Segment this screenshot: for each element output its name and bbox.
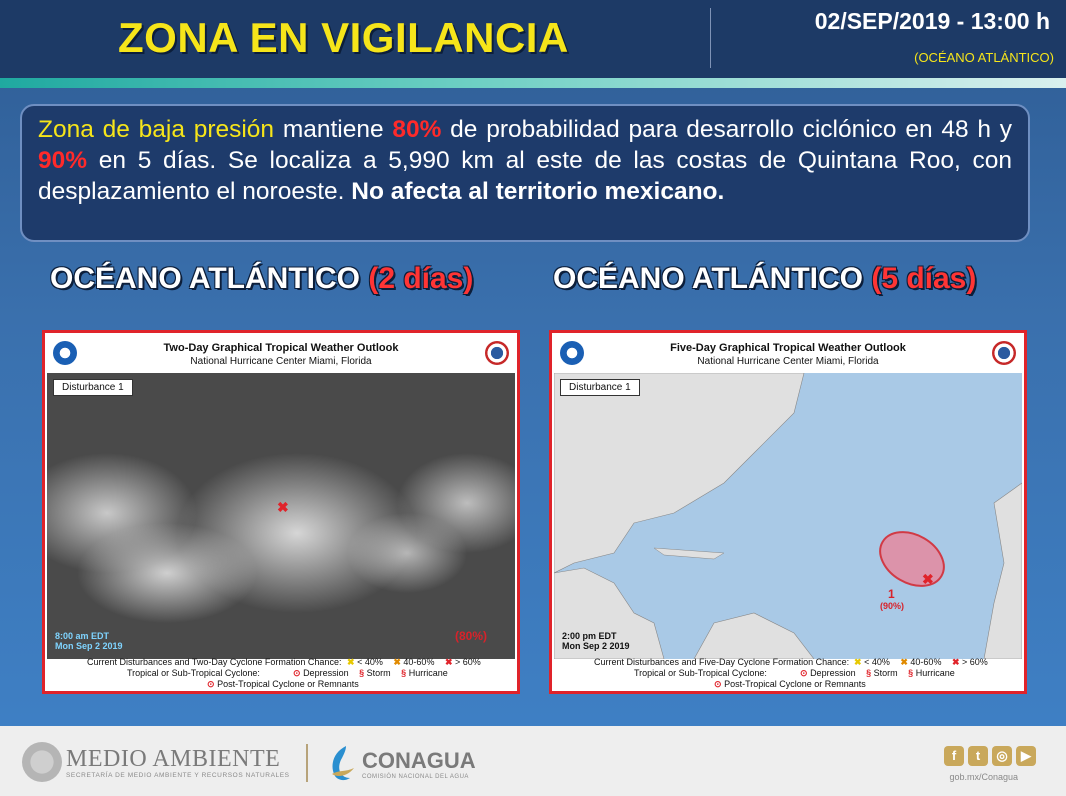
two-day-outlook-panel[interactable] — [42, 330, 520, 694]
legend-chance-chips — [347, 657, 489, 668]
depression-icon: ⊙ — [800, 668, 808, 678]
high-chance-icon: ✖ — [951, 657, 960, 667]
legend-line — [207, 679, 359, 690]
panel-header — [45, 333, 517, 373]
nws-logo-icon — [485, 341, 509, 365]
facebook-icon[interactable]: f — [944, 746, 964, 766]
nws-logo-icon — [992, 341, 1016, 365]
footer-divider — [306, 744, 308, 782]
area-id: 1 — [888, 587, 895, 601]
high-chance-icon: ✖ — [444, 657, 453, 667]
legend-line: Tropical or Sub-Tropical Cyclone: — [634, 668, 767, 678]
info-pct-5d: 90% — [38, 147, 88, 174]
geographic-map — [554, 373, 1022, 659]
map-date: Mon Sep 2 2019 — [55, 641, 123, 651]
header-bar — [0, 0, 1066, 78]
header-stripe — [0, 78, 1066, 88]
legend-line — [714, 679, 866, 690]
panel-subtitle: National Hurricane Center Miami, Florida — [697, 356, 879, 367]
map-legend — [554, 655, 1022, 689]
legend-line: Tropical or Sub-Tropical Cyclone: — [127, 668, 260, 678]
map-time: 2:00 pm EDT — [562, 631, 617, 641]
header-divider — [710, 8, 711, 68]
legend-line: Current Disturbances and Five-Day Cyclone Formation Chance: — [594, 657, 850, 667]
info-text — [38, 114, 1012, 207]
mid-chance-icon: ✖ — [393, 657, 401, 667]
header-location: (OCÉANO ATLÁNTICO) — [914, 50, 1054, 65]
legend-mid: 40-60% — [910, 657, 942, 667]
legend-low: < 40% — [357, 657, 383, 667]
panel-title: Five-Day Graphical Tropical Weather Outlook — [670, 342, 906, 354]
legend-high: > 60% — [455, 657, 481, 667]
youtube-icon[interactable]: ▶ — [1016, 746, 1036, 766]
legend-hurricane: Hurricane — [408, 668, 448, 678]
agency-medio-ambiente-sub: SECRETARÍA DE MEDIO AMBIENTE Y RECURSOS NATURALES — [66, 772, 290, 779]
panel-header — [552, 333, 1024, 373]
disturbance-pct: (80%) — [455, 629, 488, 643]
legend-storm: Storm — [366, 668, 391, 678]
agency-conagua-sub: COMISIÓN NACIONAL DEL AGUA — [362, 774, 469, 780]
info-text-part: mantiene — [274, 116, 393, 143]
info-highlight: Zona de baja presión — [38, 116, 275, 143]
legend-post-tropical: Post-Tropical Cyclone or Remnants — [217, 679, 359, 689]
left-section-name: OCÉANO ATLÁNTICO — [50, 262, 360, 295]
noaa-logo-icon — [560, 341, 584, 365]
legend-depression: Depression — [303, 668, 349, 678]
disturbance-x-icon: ✖ — [277, 499, 289, 515]
post-tropical-icon: ⊙ — [207, 679, 215, 689]
legend-hurricane: Hurricane — [915, 668, 955, 678]
panel-title: Two-Day Graphical Tropical Weather Outlook — [163, 342, 399, 354]
area-pct: (90%) — [880, 601, 905, 611]
noaa-logo-icon — [53, 341, 77, 365]
storm-icon: § — [359, 668, 365, 678]
disturbance-label: Disturbance 1 — [560, 379, 640, 396]
depression-icon: ⊙ — [293, 668, 301, 678]
disturbance-label: Disturbance 1 — [53, 379, 133, 396]
satellite-map — [47, 373, 515, 659]
map-legend — [47, 655, 515, 689]
disturbance-x-icon: ✖ — [922, 571, 934, 587]
storm-icon: § — [866, 668, 872, 678]
legend-mid: 40-60% — [403, 657, 435, 667]
legend-high: > 60% — [962, 657, 988, 667]
instagram-icon[interactable]: ◎ — [992, 746, 1012, 766]
map-time: 8:00 am EDT — [55, 631, 110, 641]
legend-chance-chips — [854, 657, 996, 668]
header-datetime: 02/SEP/2019 - 13:00 h — [814, 8, 1050, 34]
map-timestamp — [562, 631, 630, 651]
legend-line: Current Disturbances and Two-Day Cyclone Formation Chance: — [87, 657, 342, 667]
agency-conagua: CONAGUA — [362, 748, 476, 773]
hurricane-icon: § — [908, 668, 914, 678]
agency-medio-ambiente: MEDIO AMBIENTE — [66, 746, 281, 772]
hurricane-icon: § — [401, 668, 407, 678]
right-section-name: OCÉANO ATLÁNTICO — [553, 262, 863, 295]
conagua-logo-icon — [326, 744, 356, 784]
post-tropical-icon: ⊙ — [714, 679, 722, 689]
info-emphasis: No afecta al territorio mexicano. — [351, 178, 725, 205]
twitter-icon[interactable]: t — [968, 746, 988, 766]
legend-cyclone-chips — [293, 668, 456, 679]
low-chance-icon: ✖ — [347, 657, 355, 667]
five-day-outlook-panel[interactable] — [549, 330, 1027, 694]
low-chance-icon: ✖ — [854, 657, 862, 667]
info-box — [20, 104, 1030, 242]
left-section-title — [50, 262, 473, 296]
legend-storm: Storm — [873, 668, 898, 678]
government-seal-icon — [22, 742, 62, 782]
footer — [0, 726, 1066, 796]
map-timestamp — [55, 631, 123, 651]
mid-chance-icon: ✖ — [900, 657, 908, 667]
left-section-days: (2 días) — [368, 262, 474, 295]
legend-post-tropical: Post-Tropical Cyclone or Remnants — [724, 679, 866, 689]
right-section-title — [553, 262, 976, 296]
legend-cyclone-chips — [800, 668, 963, 679]
page-title: ZONA EN VIGILANCIA — [118, 14, 569, 61]
social-icons — [940, 746, 1036, 766]
right-section-days: (5 días) — [871, 262, 977, 295]
panel-subtitle: National Hurricane Center Miami, Florida — [190, 356, 372, 367]
info-pct-48h: 80% — [392, 116, 442, 143]
info-text-part: en 5 días. Se localiza a 5,990 km al este de las costas de Quintana Roo, con desplazamiento el noroeste. — [38, 147, 1012, 205]
legend-low: < 40% — [864, 657, 890, 667]
info-text-part: de probabilidad para desarrollo ciclónico en 48 h y — [441, 116, 1012, 143]
website-link[interactable]: gob.mx/Conagua — [949, 772, 1018, 782]
map-landmasses — [554, 373, 1022, 659]
map-date: Mon Sep 2 2019 — [562, 641, 630, 651]
legend-depression: Depression — [810, 668, 856, 678]
